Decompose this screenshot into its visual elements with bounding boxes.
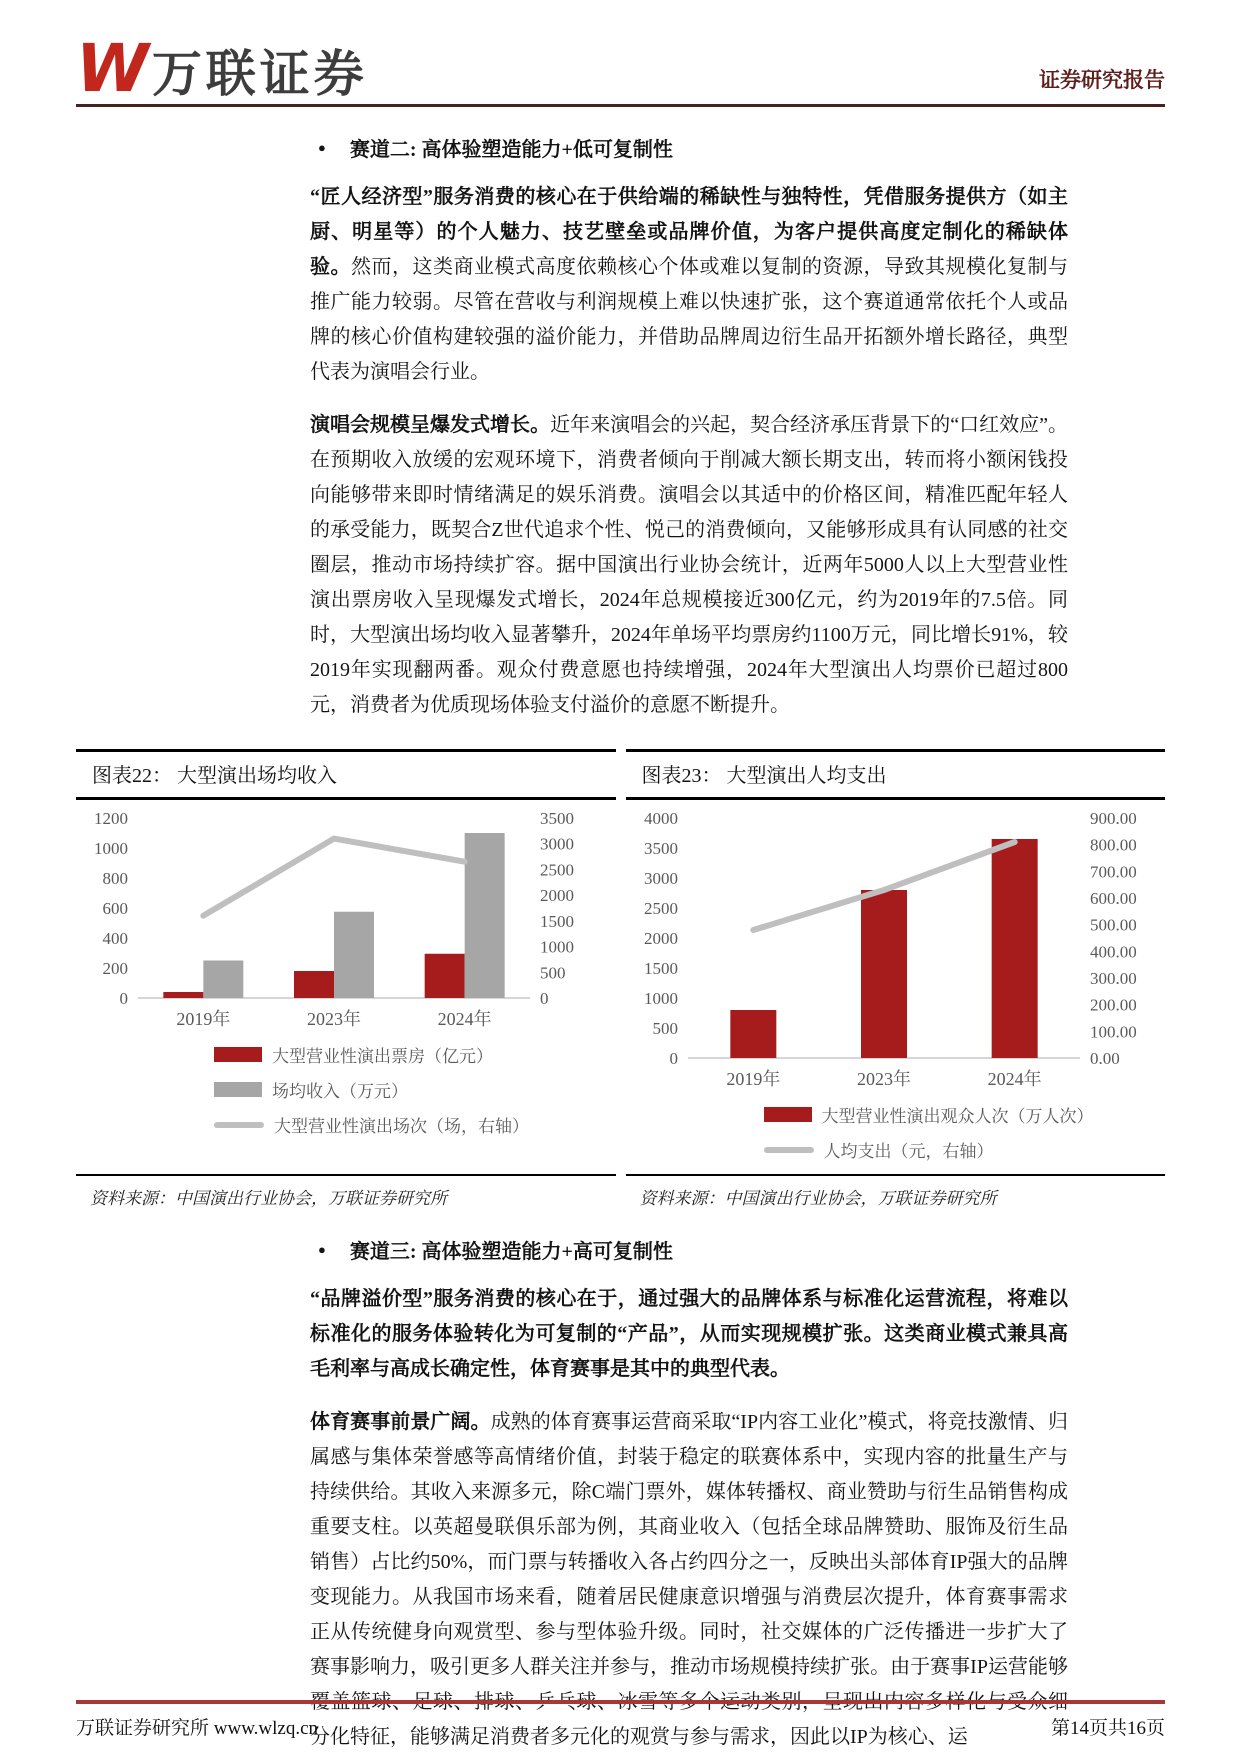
svg-text:2500: 2500 xyxy=(643,899,678,918)
svg-text:1200: 1200 xyxy=(94,809,128,828)
svg-text:2019年: 2019年 xyxy=(176,1009,231,1029)
sources-row xyxy=(76,1184,1165,1209)
svg-text:2023年: 2023年 xyxy=(856,1069,911,1089)
body-paragraph: “品牌溢价型”服务消费的核心在于，通过强大的品牌体系与标准化运营流程，将难以标准化的服务体验转化为可复制的“产品”，从而实现规模扩张。这类商业模式兼具高毛利率与高成长确定性，体育赛事是其中的典型代表。 xyxy=(310,1288,1068,1380)
legend-item xyxy=(764,1137,1166,1162)
bullet-icon: ● xyxy=(318,1242,326,1257)
logo-w-icon: W xyxy=(76,30,146,107)
svg-text:2023年: 2023年 xyxy=(307,1009,361,1029)
footer-page-number: 第14页共16页 xyxy=(1050,1718,1165,1739)
legend-line-swatch xyxy=(764,1147,814,1153)
page-body xyxy=(76,133,1165,1754)
figure-22 xyxy=(76,749,616,1176)
svg-text:2000: 2000 xyxy=(540,886,574,906)
figure-23-source: 资料来源：中国演出行业协会，万联证券研究所 xyxy=(639,1189,997,1208)
svg-text:1000: 1000 xyxy=(540,937,574,957)
legend-item xyxy=(214,1042,616,1067)
svg-text:500.00: 500.00 xyxy=(1089,915,1137,935)
page-footer xyxy=(76,1700,1165,1740)
figure-23-legend xyxy=(764,1102,1166,1162)
legend-item xyxy=(214,1112,616,1137)
svg-text:2024年: 2024年 xyxy=(437,1009,492,1029)
svg-text:600: 600 xyxy=(102,899,128,918)
body-paragraph: 演唱会规模呈爆发式增长。近年来演唱会的兴起，契合经济承压背景下的“口红效应”。在预期收入放缓的宏观环境下，消费者倾向于削减大额长期支出，转而将小额闲钱投向能够带来即时情绪满足的娱乐消费。演唱会以其适中的价格区间，精准匹配年轻人的承受能力，既契合Z世代追求个性、悦己的消费倾向，又能够形成具有认同感的社交圈层，推动市场持续扩容。据中国演出行业协会统计，近两年5000人以上大型营业性演出票房收入呈现爆发式增长，2024年总规模接近300亿元，约为2019年的7.5倍。同时，大型演出场均收入显著攀升，2024年单场平均票房约1100万元，同比增长91%，较2019年实现翻两番。观众付费意愿也持续增强，2024年大型演出人均票价已超过800元，消费者为优质现场体验支付溢价的意愿不断提升。 xyxy=(310,414,1068,716)
svg-text:1000: 1000 xyxy=(94,839,128,858)
svg-text:500: 500 xyxy=(652,1019,678,1038)
legend-item xyxy=(764,1102,1166,1127)
svg-text:1500: 1500 xyxy=(643,959,678,978)
chart-23-canvas xyxy=(626,804,1160,1098)
svg-text:800.00: 800.00 xyxy=(1089,835,1137,855)
figure-22-legend xyxy=(214,1042,616,1137)
svg-text:3500: 3500 xyxy=(540,809,574,828)
bullet-heading xyxy=(318,133,1068,162)
legend-label: 大型营业性演出观众人次（万人次） xyxy=(821,1107,1094,1126)
svg-text:2000: 2000 xyxy=(643,929,678,948)
brand-logo xyxy=(76,30,368,107)
svg-text:1500: 1500 xyxy=(540,911,574,931)
legend-label: 人均支出（元，右轴） xyxy=(823,1142,994,1161)
body-paragraph: “匠人经济型”服务消费的核心在于供给端的稀缺性与独特性，凭借服务提供方（如主厨、明星等）的个人魅力、技艺壁垒或品牌价值，为客户提供高度定制化的稀缺体验。然而，这类商业模式高度依赖核心个体或难以复制的资源，导致其规模化复制与推广能力较弱。尽管在营收与利润规模上难以快速扩张，这个赛道通常依托个人或品牌的核心价值构建较强的溢价能力，并借助品牌周边衍生品开拓额外增长路径，典型代表为演唱会行业。 xyxy=(310,186,1068,383)
legend-bar-swatch xyxy=(764,1107,812,1122)
svg-text:0: 0 xyxy=(669,1049,678,1068)
figure-22-title: 图表22： 大型演出场均收入 xyxy=(76,749,616,800)
svg-text:3000: 3000 xyxy=(540,834,574,854)
footer-company-url: 万联证券研究所 www.wlzq.cn xyxy=(76,1718,319,1739)
svg-text:700.00: 700.00 xyxy=(1089,862,1137,882)
legend-line-swatch xyxy=(214,1122,264,1128)
section-track3 xyxy=(310,1235,1068,1754)
body-paragraph: 体育赛事前景广阔。成熟的体育赛事运营商采取“IP内容工业化”模式，将竞技激情、归属感与集体荣誉感等高情绪价值，封装于稳定的联赛体系中，实现内容的批量生产与持续供给。其收入来源多元，除C端门票外，媒体转播权、商业赞助与衍生品销售构成重要支柱。以英超曼联俱乐部为例，其商业收入（包括全球品牌赞助、服饰及衍生品销售）占比约50%，而门票与转播收入各占约四分之一，反映出头部体育IP强大的品牌变现能力。从我国市场来看，随着居民健康意识增强与消费层次提升，体育赛事需求正从传统健身向观赏型、参与型体验升级。同时，社交媒体的广泛传播进一步扩大了赛事影响力，吸引更多人群关注并参与，推动市场规模持续扩张。由于赛事IP运营能够覆盖篮球、足球、排球、乒乓球、冰雪等多个运动类别，呈现出内容多样化与受众细分化特征，能够满足消费者多元化的观赏与参与需求，因此以IP为核心、运 xyxy=(310,1411,1069,1748)
svg-text:2500: 2500 xyxy=(540,860,574,880)
svg-text:4000: 4000 xyxy=(643,809,678,828)
logo-company-name: 万联证券 xyxy=(151,45,368,103)
svg-text:200: 200 xyxy=(102,959,128,978)
svg-text:400.00: 400.00 xyxy=(1089,942,1137,962)
bullet-heading xyxy=(318,1235,1068,1264)
svg-text:800: 800 xyxy=(102,869,128,888)
svg-text:300.00: 300.00 xyxy=(1089,969,1137,988)
chart-22-canvas xyxy=(76,804,610,1038)
svg-text:0: 0 xyxy=(119,989,128,1008)
section-track2 xyxy=(310,133,1068,723)
bullet-icon: ● xyxy=(318,140,326,155)
svg-text:1000: 1000 xyxy=(643,989,678,1008)
svg-text:400: 400 xyxy=(102,929,128,948)
svg-text:600.00: 600.00 xyxy=(1089,889,1137,908)
figure-22-source: 资料来源：中国演出行业协会，万联证券研究所 xyxy=(90,1189,447,1208)
report-type-label: 证券研究报告 xyxy=(1039,68,1165,92)
svg-text:3000: 3000 xyxy=(643,869,678,888)
legend-bar-swatch xyxy=(214,1047,262,1062)
figure-23 xyxy=(626,749,1166,1176)
figure-23-title: 图表23： 大型演出人均支出 xyxy=(626,749,1166,800)
legend-label: 大型营业性演出场次（场，右轴） xyxy=(274,1117,529,1136)
legend-bar-swatch xyxy=(214,1082,262,1097)
svg-text:2024年: 2024年 xyxy=(987,1069,1042,1089)
svg-text:0: 0 xyxy=(540,989,549,1008)
svg-text:3500: 3500 xyxy=(643,839,678,858)
svg-text:500: 500 xyxy=(540,963,566,983)
page-header xyxy=(76,30,1165,107)
bullet-heading-text: 赛道二: 高体验塑造能力+低可复制性 xyxy=(349,139,673,161)
svg-text:900.00: 900.00 xyxy=(1089,809,1137,828)
bullet-heading-text: 赛道三: 高体验塑造能力+高可复制性 xyxy=(349,1241,673,1263)
svg-text:100.00: 100.00 xyxy=(1089,1022,1137,1042)
figures-row xyxy=(76,749,1165,1176)
legend-item xyxy=(214,1077,616,1102)
legend-label: 大型营业性演出票房（亿元） xyxy=(272,1047,493,1066)
svg-text:2019年: 2019年 xyxy=(725,1069,780,1089)
svg-text:200.00: 200.00 xyxy=(1089,995,1137,1015)
svg-text:0.00: 0.00 xyxy=(1089,1049,1120,1068)
legend-label: 场均收入（万元） xyxy=(272,1082,408,1101)
